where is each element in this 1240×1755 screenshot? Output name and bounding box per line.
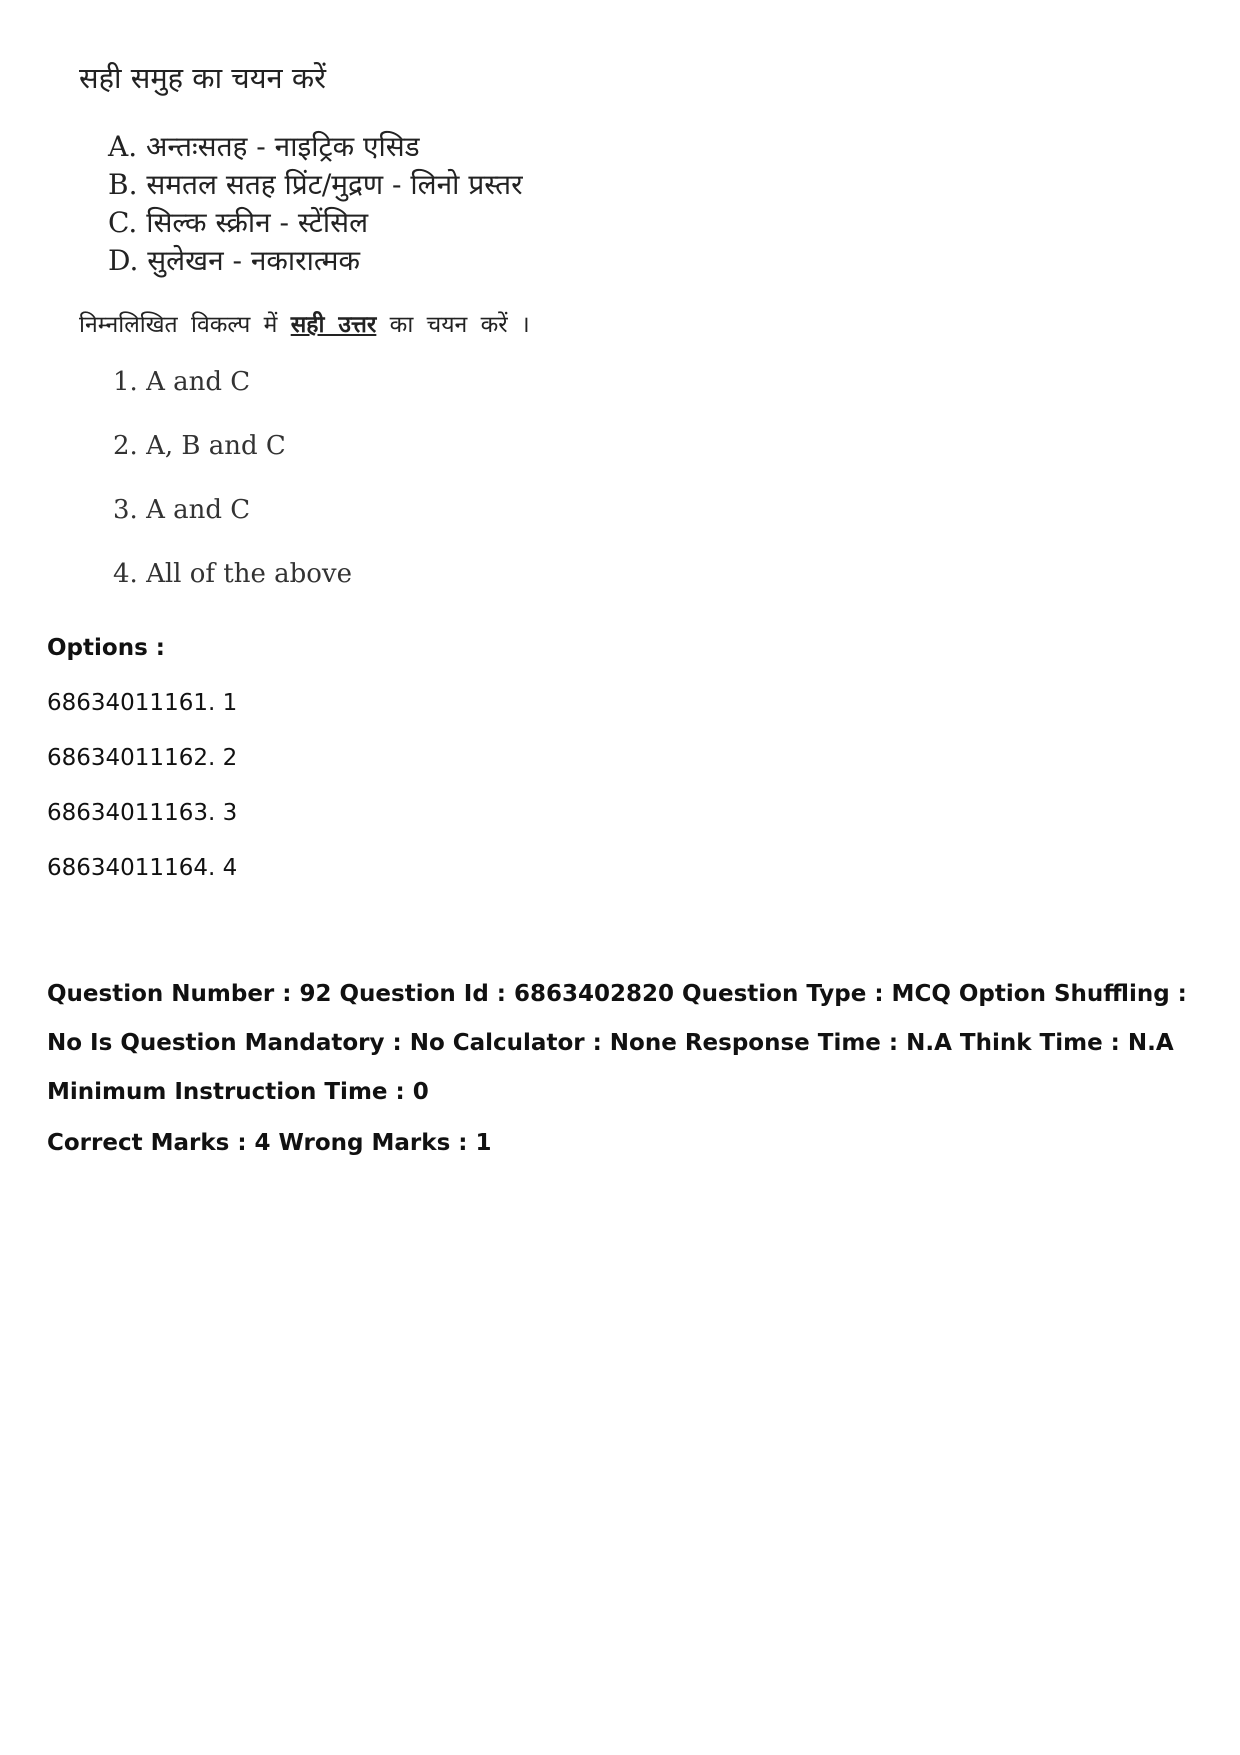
question-item-b: B. समतल सतह प्रिंट/मुद्रण - लिनो प्रस्तर: [108, 168, 523, 201]
marks-info: Correct Marks : 4 Wrong Marks : 1: [47, 1130, 492, 1156]
instruction-post: का चयन करें ।: [376, 312, 530, 338]
options-list: [47, 685, 237, 905]
option-item-2: 68634011162. 2: [47, 745, 238, 771]
answer-choice-2: 2. A, B and C: [113, 431, 286, 461]
question-items: [108, 128, 523, 280]
option-item-4: 68634011164. 4: [47, 855, 238, 881]
options-label: Options :: [47, 635, 165, 661]
question-metadata: Question Number : 92 Question Id : 6863402820 Question Type : MCQ Option Shuffling : No Is Question Mandatory : No Calculator : None Response Time : N.A Think Time : N.A Minimum Instruction Time : 0: [47, 981, 1187, 1105]
instruction-emphasis: सही उत्तर: [290, 312, 377, 338]
answer-choice-1: 1. A and C: [113, 367, 251, 397]
question-item-d: D. सुलेखन - नकारात्मक: [108, 244, 360, 277]
question-item-c: C. सिल्क स्क्रीन - स्टेंसिल: [108, 206, 369, 239]
question-title: सही समुह का चयन करें: [79, 61, 326, 95]
answer-choice-3: 3. A and C: [113, 495, 251, 525]
option-item-1: 68634011161. 1: [47, 690, 238, 716]
instruction-line: [79, 305, 530, 345]
answer-choice-4: 4. All of the above: [113, 559, 353, 589]
question-item-a: A. अन्तःसतह - नाइट्रिक एसिड: [108, 130, 420, 163]
answer-choices: [113, 364, 352, 620]
instruction-pre: निम्नलिखित विकल्प में: [79, 312, 291, 338]
option-item-3: 68634011163. 3: [47, 800, 238, 826]
